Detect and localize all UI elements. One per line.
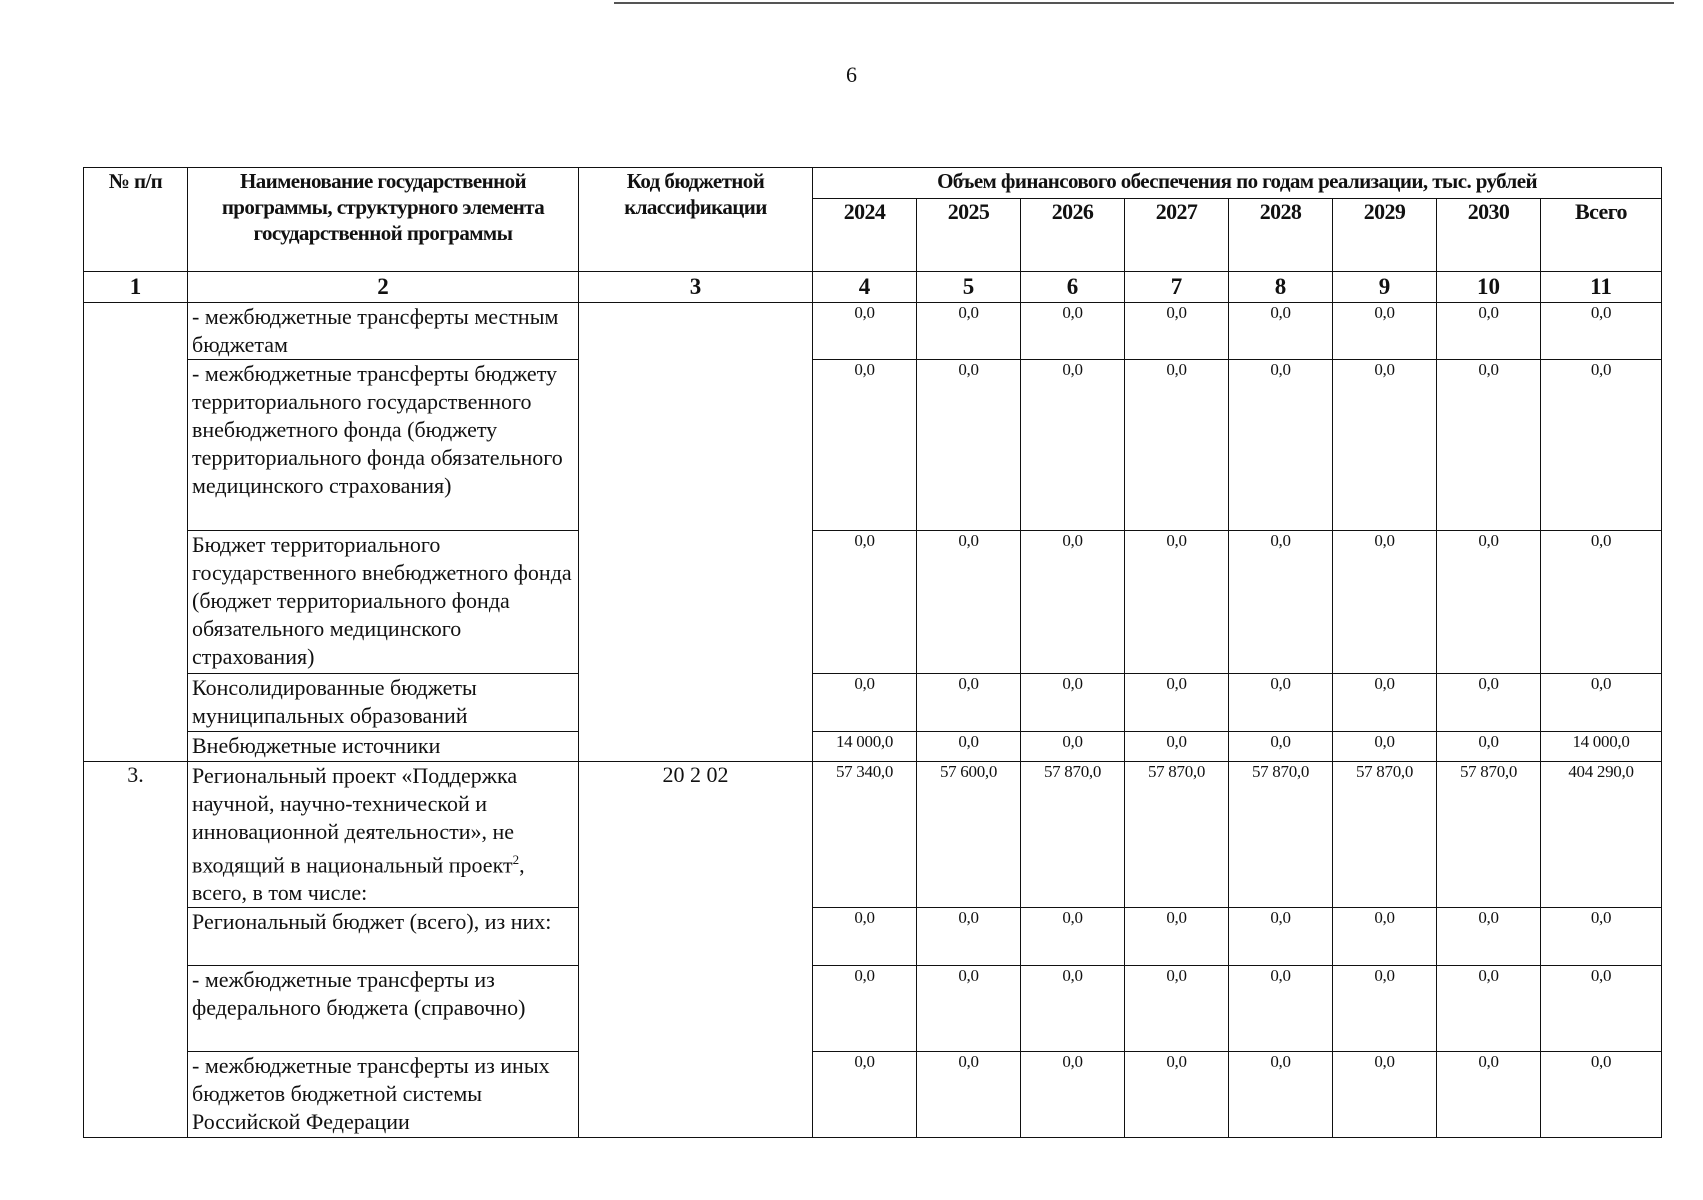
table-row (84, 908, 1662, 966)
header-year: 2028 (1229, 199, 1333, 272)
row-name (188, 762, 579, 908)
value-cell: 404 290,0 (1541, 762, 1662, 908)
value-cell: 57 870,0 (1229, 762, 1333, 908)
value-cell: 0,0 (1437, 966, 1541, 1052)
value-cell: 0,0 (1333, 360, 1437, 531)
value-cell: 0,0 (917, 531, 1021, 674)
value-cell: 0,0 (1437, 303, 1541, 360)
table-row (84, 303, 1662, 360)
table-row (84, 732, 1662, 762)
column-number: 3 (579, 272, 813, 303)
table-row (84, 531, 1662, 674)
value-cell: 0,0 (1229, 1052, 1333, 1138)
value-cell: 0,0 (813, 908, 917, 966)
value-cell: 0,0 (1021, 1052, 1125, 1138)
header-col-name: Наименование государственной программы, структурного элемента государственной программы (188, 168, 579, 272)
value-cell: 14 000,0 (813, 732, 917, 762)
header-year: 2026 (1021, 199, 1125, 272)
row-name: Бюджет территориального государственного внебюджетного фонда (бюджет территориального фонда обязательного медицинского страхования) (188, 531, 579, 674)
header-col-finance: Объем финансового обеспечения по годам реализации, тыс. рублей (813, 168, 1662, 199)
value-cell: 57 600,0 (917, 762, 1021, 908)
value-cell: 0,0 (1125, 360, 1229, 531)
value-cell: 0,0 (1021, 674, 1125, 732)
value-cell: 57 870,0 (1125, 762, 1229, 908)
value-cell: 0,0 (1021, 360, 1125, 531)
table-row (84, 360, 1662, 531)
value-cell: 0,0 (1021, 531, 1125, 674)
value-cell: 0,0 (917, 674, 1021, 732)
value-cell: 0,0 (1229, 303, 1333, 360)
column-number: 5 (917, 272, 1021, 303)
column-number: 11 (1541, 272, 1662, 303)
table-row (84, 674, 1662, 732)
value-cell: 0,0 (1229, 360, 1333, 531)
value-cell: 0,0 (1021, 966, 1125, 1052)
row-name: - межбюджетные трансферты из иных бюджетов бюджетной системы Российской Федерации (188, 1052, 579, 1138)
column-number: 8 (1229, 272, 1333, 303)
value-cell: 0,0 (917, 732, 1021, 762)
value-cell: 57 340,0 (813, 762, 917, 908)
budget-table (83, 167, 1662, 1138)
top-rule (614, 2, 1674, 4)
value-cell: 0,0 (917, 966, 1021, 1052)
value-cell: 57 870,0 (1333, 762, 1437, 908)
value-cell: 0,0 (1437, 908, 1541, 966)
value-cell: 0,0 (1021, 303, 1125, 360)
value-cell: 0,0 (1437, 360, 1541, 531)
value-cell: 0,0 (1229, 732, 1333, 762)
value-cell: 0,0 (1125, 674, 1229, 732)
header-col-num: № п/п (84, 168, 188, 272)
header-col-code: Код бюджетной классификации (579, 168, 813, 272)
header-total: Всего (1541, 199, 1662, 272)
column-number: 1 (84, 272, 188, 303)
value-cell: 0,0 (813, 966, 917, 1052)
value-cell: 0,0 (1541, 674, 1662, 732)
column-number: 6 (1021, 272, 1125, 303)
row-name: Консолидированные бюджеты муниципальных образований (188, 674, 579, 732)
value-cell: 57 870,0 (1021, 762, 1125, 908)
value-cell: 0,0 (813, 303, 917, 360)
value-cell: 0,0 (1437, 1052, 1541, 1138)
header-year: 2027 (1125, 199, 1229, 272)
table-row (84, 966, 1662, 1052)
value-cell: 0,0 (813, 360, 917, 531)
page-number: 6 (846, 62, 857, 87)
value-cell: 0,0 (1125, 732, 1229, 762)
row-name-text: Региональный проект «Поддержка научной, научно-технической и инновационной деятельности», не входящий в национальный проект (192, 763, 518, 878)
row-name: Региональный бюджет (всего), из них: (188, 908, 579, 966)
table-row (84, 1052, 1662, 1138)
value-cell: 0,0 (1437, 732, 1541, 762)
value-cell: 0,0 (917, 360, 1021, 531)
value-cell: 0,0 (1541, 1052, 1662, 1138)
budget-code: 20 2 02 (579, 762, 813, 1138)
value-cell: 0,0 (1333, 732, 1437, 762)
value-cell: 0,0 (1437, 674, 1541, 732)
row-index: 3. (84, 762, 188, 1138)
value-cell: 0,0 (917, 908, 1021, 966)
value-cell: 0,0 (1125, 966, 1229, 1052)
column-number: 10 (1437, 272, 1541, 303)
value-cell: 0,0 (1333, 531, 1437, 674)
row-name: - межбюджетные трансферты бюджету территориального государственного внебюджетного фонда (бюджету территориального фонда обязательного медицинского страхования) (188, 360, 579, 531)
value-cell: 0,0 (1229, 531, 1333, 674)
table-row (84, 762, 1662, 908)
value-cell: 0,0 (1333, 908, 1437, 966)
value-cell: 0,0 (1541, 966, 1662, 1052)
header-year: 2025 (917, 199, 1021, 272)
column-number: 9 (1333, 272, 1437, 303)
column-numbers-row (84, 272, 1662, 303)
row-name: - межбюджетные трансферты из федерального бюджета (справочно) (188, 966, 579, 1052)
value-cell: 57 870,0 (1437, 762, 1541, 908)
footnote-marker: 2 (512, 852, 520, 867)
value-cell: 0,0 (1021, 732, 1125, 762)
row-name: - межбюджетные трансферты местным бюджетам (188, 303, 579, 360)
value-cell: 0,0 (1333, 674, 1437, 732)
value-cell: 0,0 (917, 1052, 1021, 1138)
value-cell: 0,0 (917, 303, 1021, 360)
value-cell: 0,0 (813, 531, 917, 674)
header-year: 2029 (1333, 199, 1437, 272)
index-cell (84, 303, 188, 762)
value-cell: 0,0 (1125, 1052, 1229, 1138)
value-cell: 0,0 (1229, 674, 1333, 732)
header-year: 2030 (1437, 199, 1541, 272)
value-cell: 0,0 (1333, 1052, 1437, 1138)
row-name-text-tail: , всего, в том числе: (192, 852, 525, 906)
value-cell: 0,0 (1125, 303, 1229, 360)
value-cell: 0,0 (1125, 531, 1229, 674)
column-number: 4 (813, 272, 917, 303)
value-cell: 14 000,0 (1541, 732, 1662, 762)
value-cell: 0,0 (1125, 908, 1229, 966)
code-cell (579, 303, 813, 762)
value-cell: 0,0 (1541, 360, 1662, 531)
value-cell: 0,0 (1541, 303, 1662, 360)
value-cell: 0,0 (1333, 966, 1437, 1052)
value-cell: 0,0 (1229, 966, 1333, 1052)
value-cell: 0,0 (1333, 303, 1437, 360)
value-cell: 0,0 (813, 1052, 917, 1138)
header-year: 2024 (813, 199, 917, 272)
value-cell: 0,0 (1541, 531, 1662, 674)
column-number: 7 (1125, 272, 1229, 303)
value-cell: 0,0 (813, 674, 917, 732)
value-cell: 0,0 (1541, 908, 1662, 966)
value-cell: 0,0 (1229, 908, 1333, 966)
row-name: Внебюджетные источники (188, 732, 579, 762)
value-cell: 0,0 (1021, 908, 1125, 966)
value-cell: 0,0 (1437, 531, 1541, 674)
column-number: 2 (188, 272, 579, 303)
